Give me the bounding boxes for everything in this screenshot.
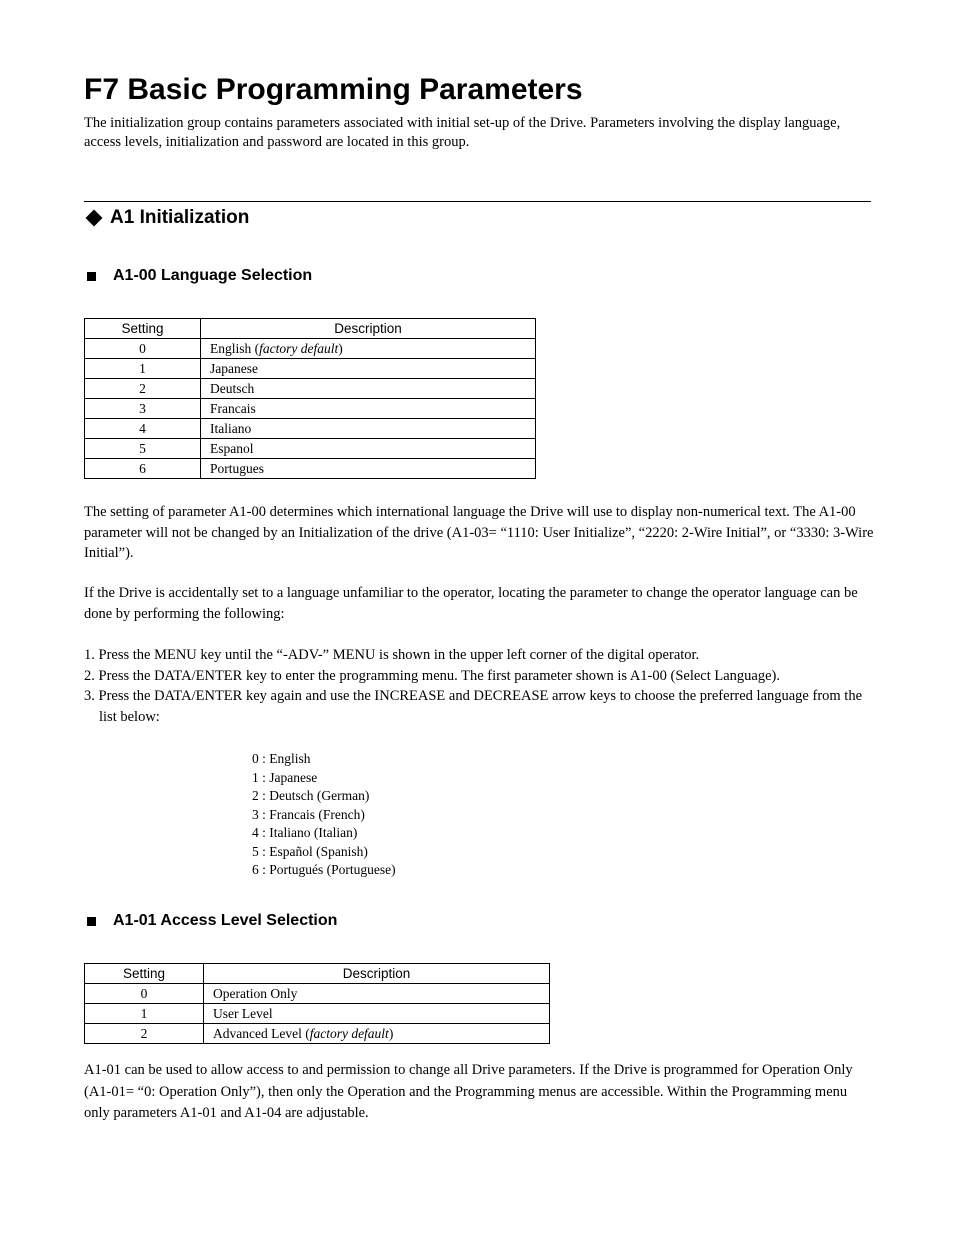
section-heading bbox=[84, 205, 249, 231]
column-header-setting: Setting bbox=[85, 319, 201, 339]
language-list-item: 4 : Italiano (Italian) bbox=[252, 825, 358, 840]
table-row bbox=[85, 984, 550, 1004]
a1-01-description-paragraph: A1-01 can be used to allow access to and permission to change all Drive parameters. If the Drive is programmed for Operation Only (A1-01= “0: Operation Only”), then only the Operation and the Programming menus are accessible. Within the Programming menu only parameters A1-01 and A1-04 are adjustable. bbox=[84, 1062, 853, 1121]
procedure-step: 1. Press the MENU key until the “-ADV-” MENU is shown in the upper left corner of the digital operator. bbox=[84, 647, 700, 663]
description-text: English ( bbox=[210, 340, 260, 356]
table-row bbox=[85, 359, 536, 379]
language-table bbox=[84, 318, 536, 479]
language-list-item: 6 : Portugués (Portuguese) bbox=[252, 862, 396, 877]
table-row bbox=[85, 1024, 550, 1044]
factory-default-note: factory default bbox=[309, 1025, 389, 1041]
table-row bbox=[85, 419, 536, 439]
setting-cell: 2 bbox=[85, 379, 201, 399]
description-cell: User Level bbox=[204, 1004, 550, 1024]
closing-paren: ) bbox=[388, 1025, 394, 1041]
section-divider bbox=[84, 201, 871, 202]
language-list-item: 0 : English bbox=[252, 751, 311, 766]
table-row bbox=[85, 439, 536, 459]
language-list-item: 3 : Francais (French) bbox=[252, 806, 365, 822]
factory-default-note: factory default bbox=[259, 340, 339, 356]
description-text: Advanced Level ( bbox=[213, 1025, 310, 1041]
column-header-description: Description bbox=[204, 964, 550, 984]
table-row bbox=[85, 1004, 550, 1024]
description-cell: Deutsch bbox=[201, 379, 536, 399]
section-heading-text: A1 Initialization bbox=[110, 207, 250, 228]
access-level-table bbox=[84, 963, 550, 1044]
subsection-heading-a1-00 bbox=[84, 265, 312, 287]
description-cell bbox=[204, 1024, 550, 1044]
column-header-setting: Setting bbox=[85, 964, 204, 984]
intro-paragraph: The initialization group contains parameters associated with initial set-up of the Drive. Parameters involving the display language, access levels, initialization and password are located in this group. bbox=[84, 115, 841, 150]
description-cell: Japanese bbox=[201, 359, 536, 379]
language-list-item: 5 : Español (Spanish) bbox=[252, 843, 368, 859]
procedure-step: 2. Press the DATA/ENTER key to enter the programming menu. The first parameter shown is A1-00 (Select Language). bbox=[84, 667, 781, 684]
language-list-item: 2 : Deutsch (German) bbox=[252, 788, 370, 803]
setting-cell: 2 bbox=[85, 1024, 204, 1044]
table-row bbox=[85, 379, 536, 399]
description-cell: Portugues bbox=[201, 459, 536, 479]
setting-cell: 5 bbox=[85, 439, 201, 459]
procedure-steps bbox=[84, 645, 874, 727]
setting-cell: 3 bbox=[85, 399, 201, 419]
square-bullet-icon bbox=[87, 272, 96, 281]
square-bullet-icon bbox=[87, 917, 96, 926]
language-list-item: 1 : Japanese bbox=[252, 769, 318, 785]
setting-cell: 6 bbox=[85, 459, 201, 479]
language-recovery-paragraph: If the Drive is accidentally set to a language unfamiliar to the operator, locating the parameter to change the operator language can be done by performing the following: bbox=[84, 585, 858, 622]
table-header-row bbox=[85, 319, 536, 339]
closing-paren: ) bbox=[338, 340, 343, 356]
setting-cell: 1 bbox=[85, 359, 201, 379]
setting-cell: 0 bbox=[85, 984, 204, 1004]
a1-00-description-paragraph: The setting of parameter A1-00 determines which international language the Drive will use to display non-numerical text. The A1-00 parameter will not be changed by an Initialization of the drive (A1-03= “1110: User Initialize”, “2220: 2-Wire Initial”, or “3330: 3-Wire Initial”). bbox=[84, 504, 874, 561]
procedure-step: 3. Press the DATA/ENTER key again and use the INCREASE and DECREASE arrow keys to choose the preferred language from the list below: bbox=[84, 688, 863, 725]
setting-cell: 1 bbox=[85, 1004, 204, 1024]
table-row bbox=[85, 339, 536, 359]
setting-cell: 4 bbox=[85, 419, 201, 439]
description-cell: Espanol bbox=[201, 439, 536, 459]
subsection-heading-a1-01 bbox=[84, 910, 337, 932]
description-cell: Italiano bbox=[201, 419, 536, 439]
setting-cell: 0 bbox=[85, 339, 201, 359]
subsection-heading-text: A1-01 Access Level Selection bbox=[113, 912, 338, 929]
column-header-description: Description bbox=[201, 319, 536, 339]
description-cell: Francais bbox=[201, 399, 536, 419]
table-header-row bbox=[85, 964, 550, 984]
page-title: F7 Basic Programming Parameters bbox=[84, 73, 583, 106]
table-row bbox=[85, 399, 536, 419]
table-row bbox=[85, 459, 536, 479]
diamond-bullet-icon bbox=[86, 210, 103, 227]
language-list bbox=[252, 750, 396, 880]
subsection-heading-text: A1-00 Language Selection bbox=[113, 267, 313, 284]
description-cell bbox=[201, 339, 536, 359]
description-cell: Operation Only bbox=[204, 984, 550, 1004]
